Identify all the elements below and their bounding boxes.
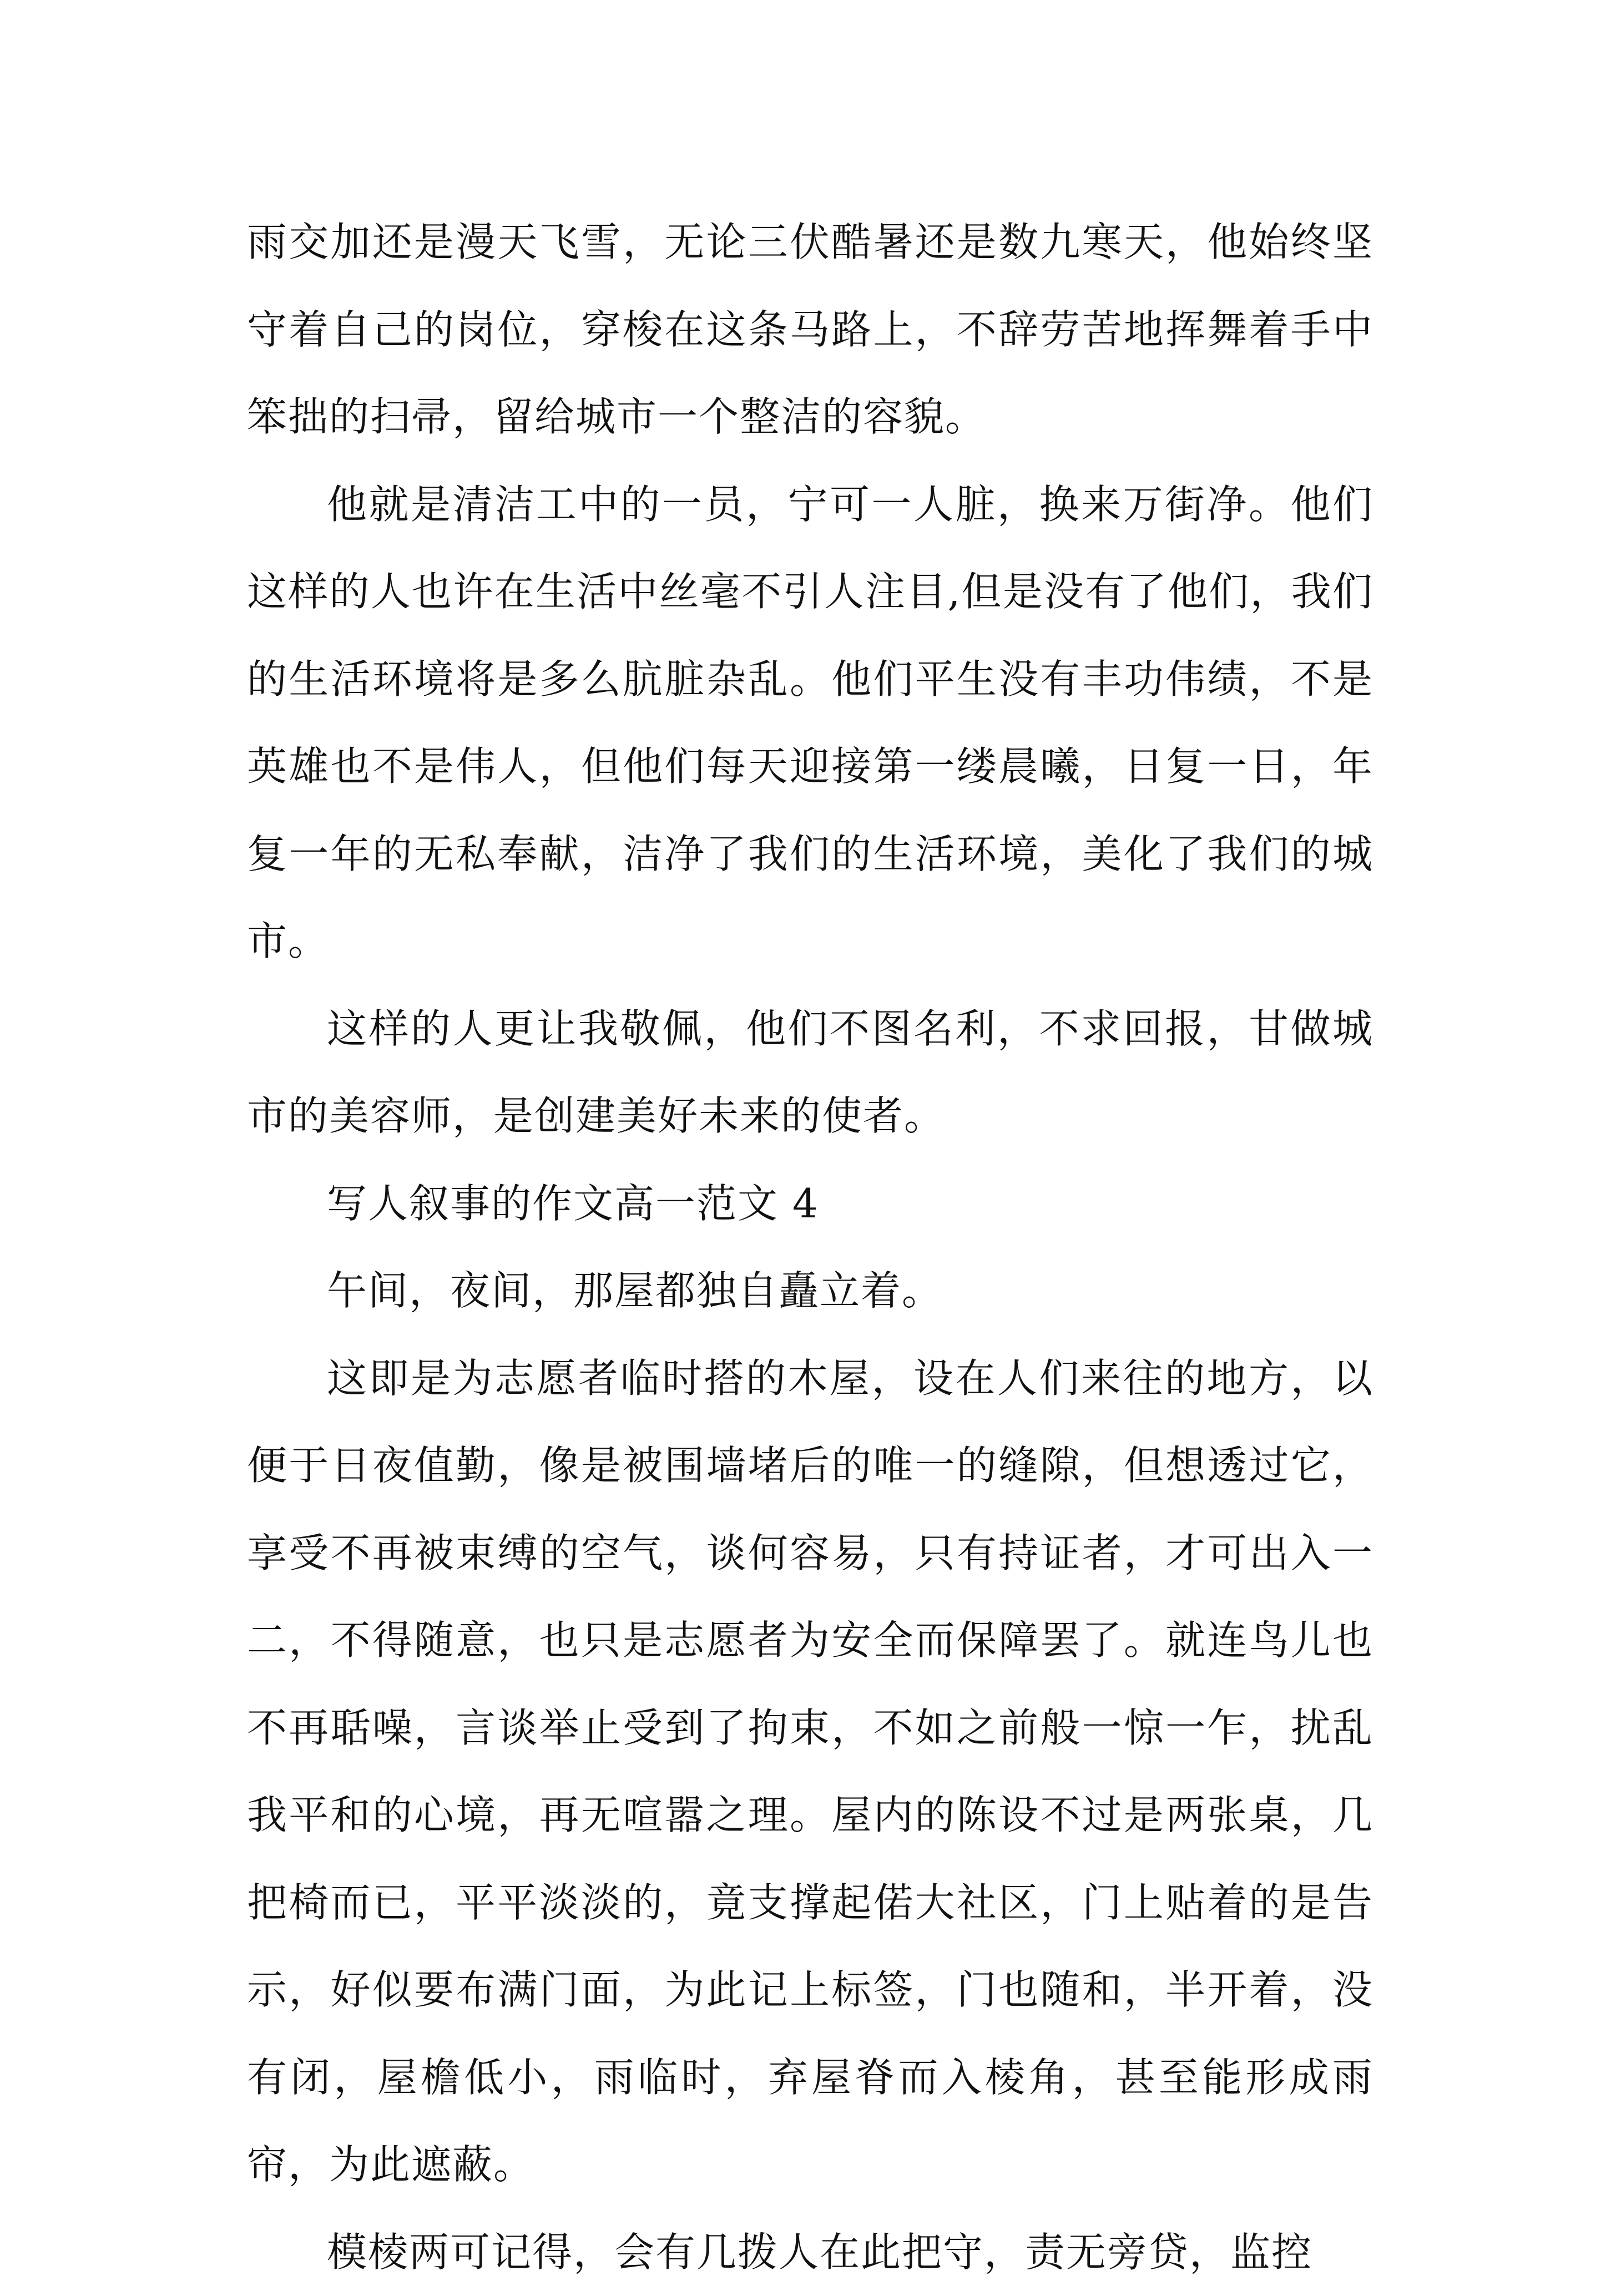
paragraph-1: 雨交加还是漫天飞雪，无论三伏酷暑还是数九寒天，他始终坚守着自己的岗位，穿梭在这条马路上，不辞劳苦地挥舞着手中笨拙的扫帚，留给城市一个整洁的容貌。 (247, 199, 1373, 461)
paragraph-5: 这即是为志愿者临时搭的木屋，设在人们来往的地方，以便于日夜值勤，像是被围墙堵后的唯一的缝隙，但想透过它，享受不再被束缚的空气，谈何容易，只有持证者，才可出入一二，不得随意，也只是志愿者为安全而保障罢了。就连鸟儿也不再聒噪，言谈举止受到了拘束，不如之前般一惊一乍，扰乱我平和的心境，再无喧嚣之理。屋内的陈设不过是两张桌，几把椅而已，平平淡淡的，竟支撑起偌大社区，门上贴着的是告示，好似要布满门面，为此记上标签，门也随和，半开着，没有闭，屋檐低小，雨临时，弃屋脊而入棱角，甚至能形成雨帘，为此遮蔽。 (247, 1335, 1373, 2209)
paragraph-3: 这样的人更让我敬佩，他们不图名利，不求回报，甘做城市的美容师，是创建美好未来的使者。 (247, 985, 1373, 1160)
paragraph-4: 午间，夜间，那屋都独自矗立着。 (247, 1247, 1373, 1335)
document-body (247, 199, 1373, 2296)
paragraph-6: 模棱两可记得，会有几拨人在此把守，责无旁贷，监控 (247, 2209, 1373, 2296)
paragraph-2: 他就是清洁工中的一员，宁可一人脏，换来万街净。他们这样的人也许在生活中丝毫不引人注目,但是没有了他们，我们的生活环境将是多么肮脏杂乱。他们平生没有丰功伟绩，不是英雄也不是伟人，但他们每天迎接第一缕晨曦，日复一日，年复一年的无私奉献，洁净了我们的生活环境，美化了我们的城市。 (247, 461, 1373, 985)
section-heading: 写人叙事的作文高一范文 4 (247, 1160, 1373, 1248)
